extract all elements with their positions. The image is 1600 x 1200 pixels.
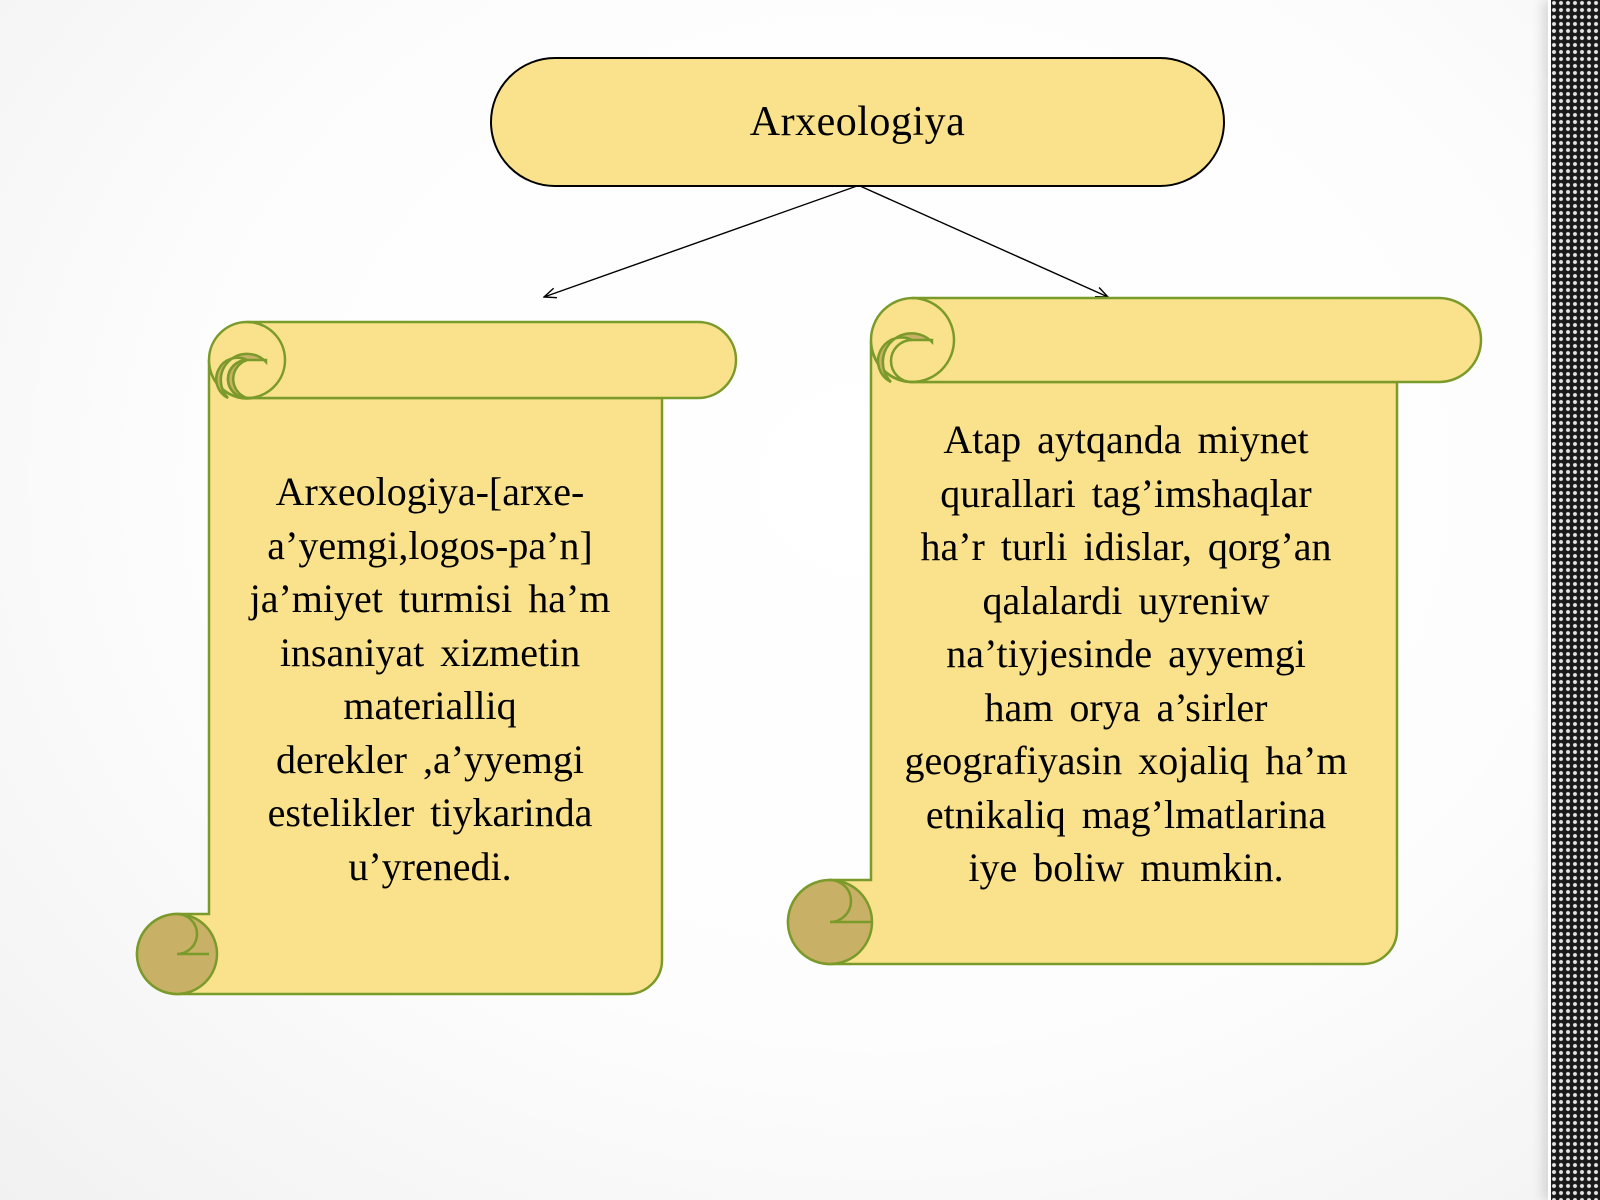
- left-scroll-line: derekler ,a’yyemgi: [275, 736, 585, 782]
- right-scroll-line: iye boliw mumkin.: [968, 845, 1284, 890]
- right-scroll-line: qalalardi uyreniw: [982, 577, 1270, 623]
- left-scroll-text: [213, 465, 647, 893]
- arrow-to-left-scroll: [544, 186, 857, 297]
- right-scroll-text: [873, 413, 1379, 895]
- left-scroll-line: ja’miyet turmisi ha’m: [249, 576, 611, 621]
- right-scroll-line: Atap aytqanda miynet: [943, 417, 1309, 462]
- left-scroll-line: materialliq: [343, 683, 517, 728]
- left-scroll-line: insaniyat xizmetin: [279, 629, 581, 675]
- left-scroll-line: estelikler tiykarinda: [267, 790, 593, 835]
- right-scroll-line: ha’r turli idislar, qorg’an: [920, 524, 1332, 569]
- right-scroll-line: ham orya a’sirler: [984, 684, 1268, 730]
- diagram-title: Arxeologiya: [749, 99, 966, 145]
- right-scroll-line: geografiyasin xojaliq ha’m: [904, 738, 1348, 783]
- arrow-to-right-scroll: [860, 186, 1108, 297]
- left-scroll-line: u’yrenedi.: [348, 843, 512, 889]
- left-scroll-line: a’yemgi,logos-pa’n]: [267, 522, 593, 568]
- right-scroll-line: etnikaliq mag’lmatlarina: [925, 791, 1327, 837]
- left-scroll-line: Arxeologiya-[arxe-: [275, 469, 585, 514]
- right-scroll-line: qurallari tag’imshaqlar: [940, 470, 1312, 516]
- right-scroll-line: na’tiyjesinde ayyemgi: [946, 631, 1306, 676]
